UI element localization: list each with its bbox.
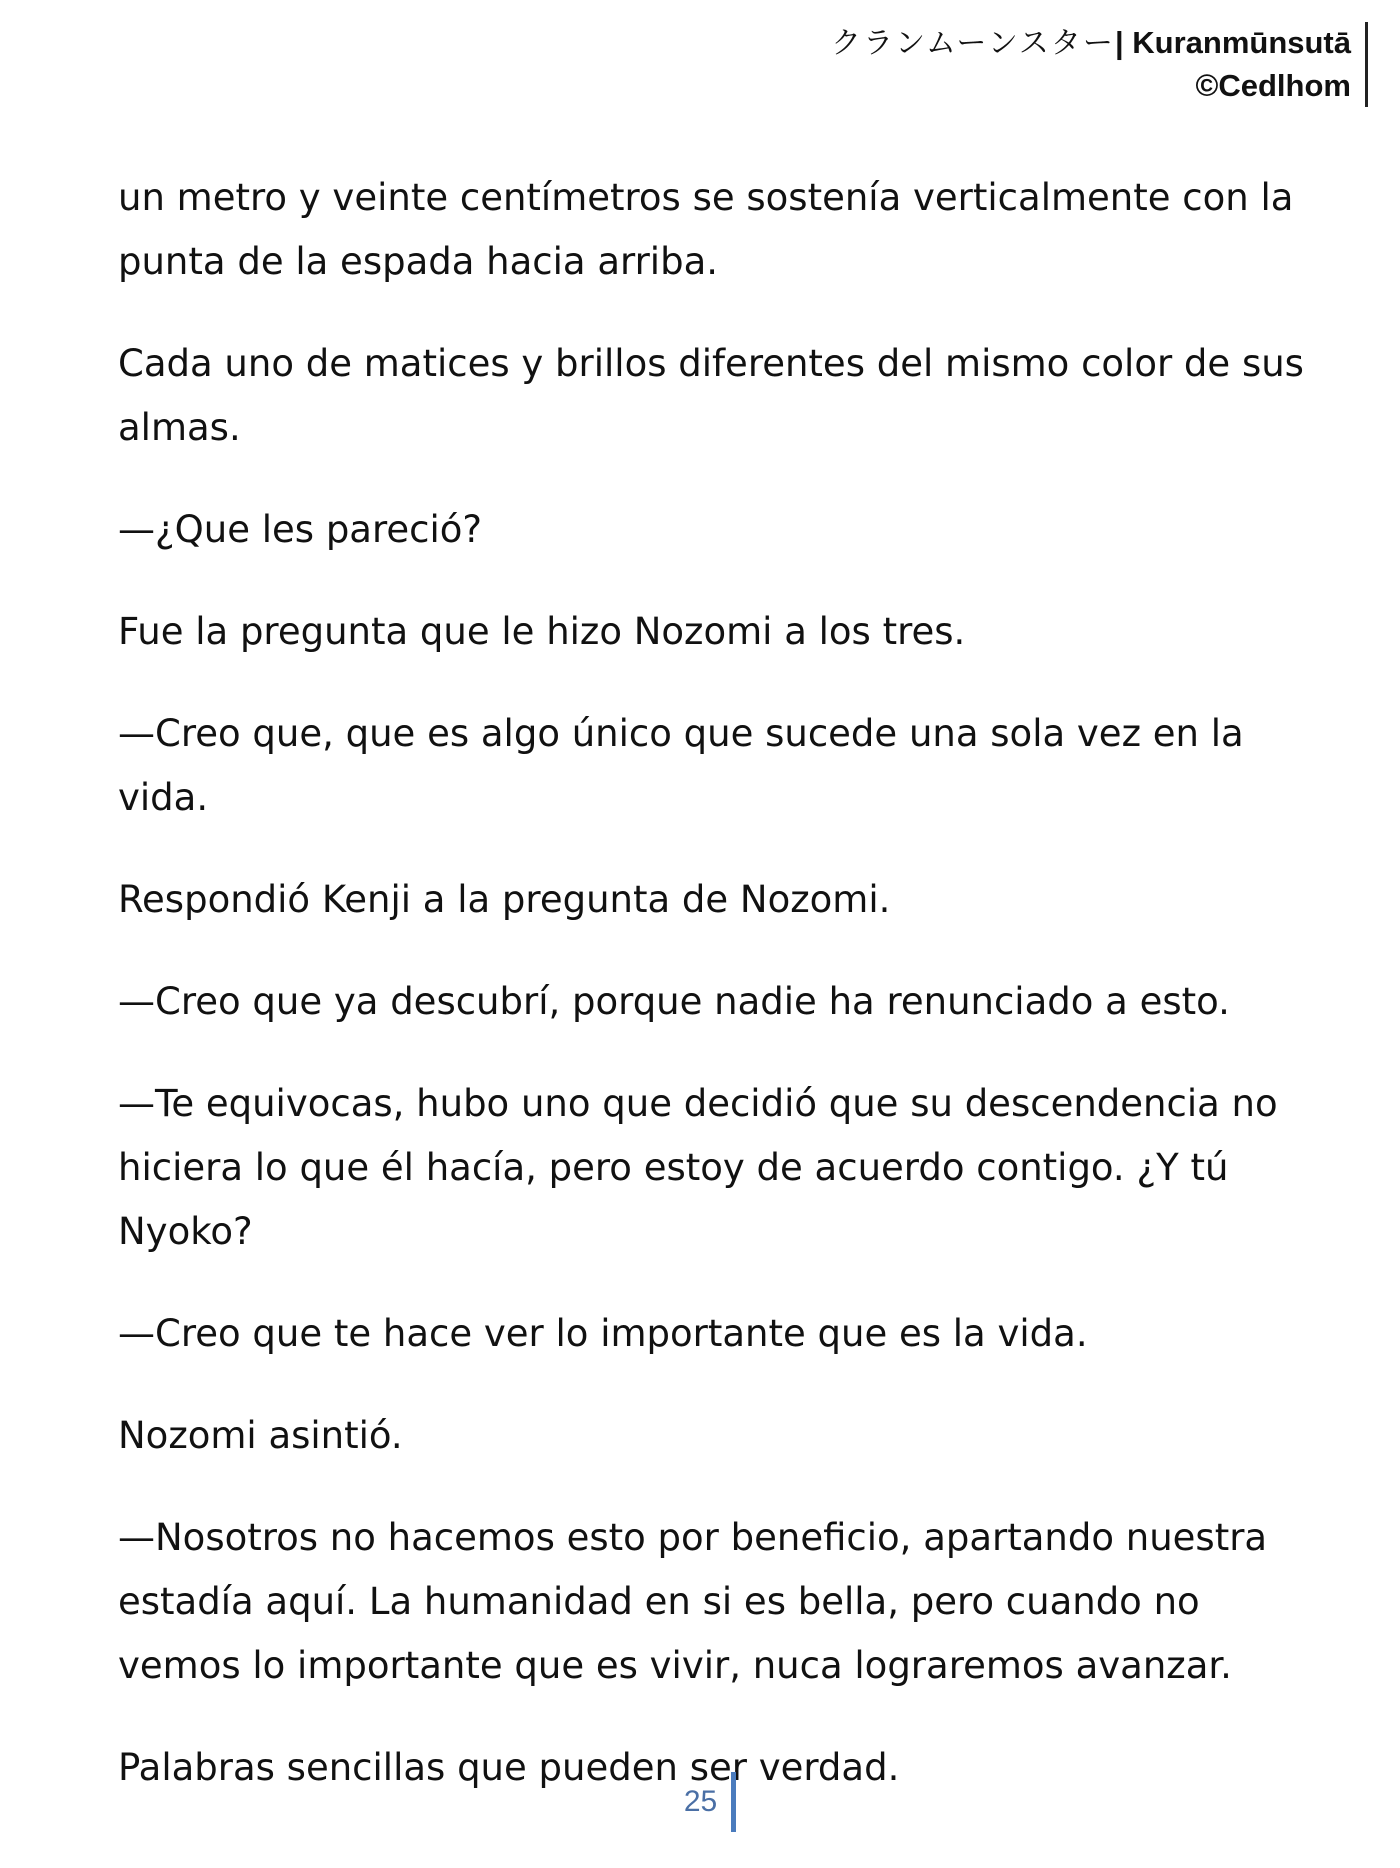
paragraph: Respondió Kenji a la pregunta de Nozomi.: [118, 878, 891, 921]
paragraph: —Creo que, que es algo único que sucede una sola vez en la vida.: [118, 712, 1244, 819]
paragraph: Fue la pregunta que le hizo Nozomi a los tres.: [118, 610, 966, 653]
paragraph: —¿Que les pareció?: [118, 508, 483, 551]
paragraph: Palabras sencillas que pueden ser verdad.: [118, 1746, 900, 1789]
series-title-japanese: クランムーンスター: [831, 26, 1115, 61]
paragraph: —Creo que te hace ver lo importante que es la vida.: [118, 1312, 1088, 1355]
paragraph: —Nosotros no hacemos esto por beneficio, apartando nuestra estadía aquí. La humanidad en si es bella, pero cuando no vemos lo importante que es vivir, nuca lograremos avanzar.: [118, 1516, 1268, 1687]
copyright-notice: ©Cedlhom: [1195, 68, 1351, 103]
paragraph: —Creo que ya descubrí, porque nadie ha renunciado a esto.: [118, 980, 1230, 1023]
paragraph: un metro y veinte centímetros se sostenía verticalmente con la punta de la espada hacia arriba.: [118, 176, 1294, 283]
paragraph: Nozomi asintió.: [118, 1414, 403, 1457]
page-footer: [0, 1772, 1400, 1832]
page-body: [118, 166, 1318, 1838]
series-title-romaji: Kuranmūnsutā: [1132, 25, 1351, 60]
page-number: 25: [664, 1772, 736, 1832]
header-title-line: [831, 22, 1351, 65]
paragraph: —Te equivocas, hubo uno que decidió que su descendencia no hiciera lo que él hacía, pero estoy de acuerdo contigo. ¿Y tú Nyoko?: [118, 1082, 1278, 1253]
paragraph: Cada uno de matices y brillos diferentes del mismo color de sus almas.: [118, 342, 1304, 449]
page-header: [831, 22, 1368, 107]
header-separator: |: [1114, 25, 1124, 60]
